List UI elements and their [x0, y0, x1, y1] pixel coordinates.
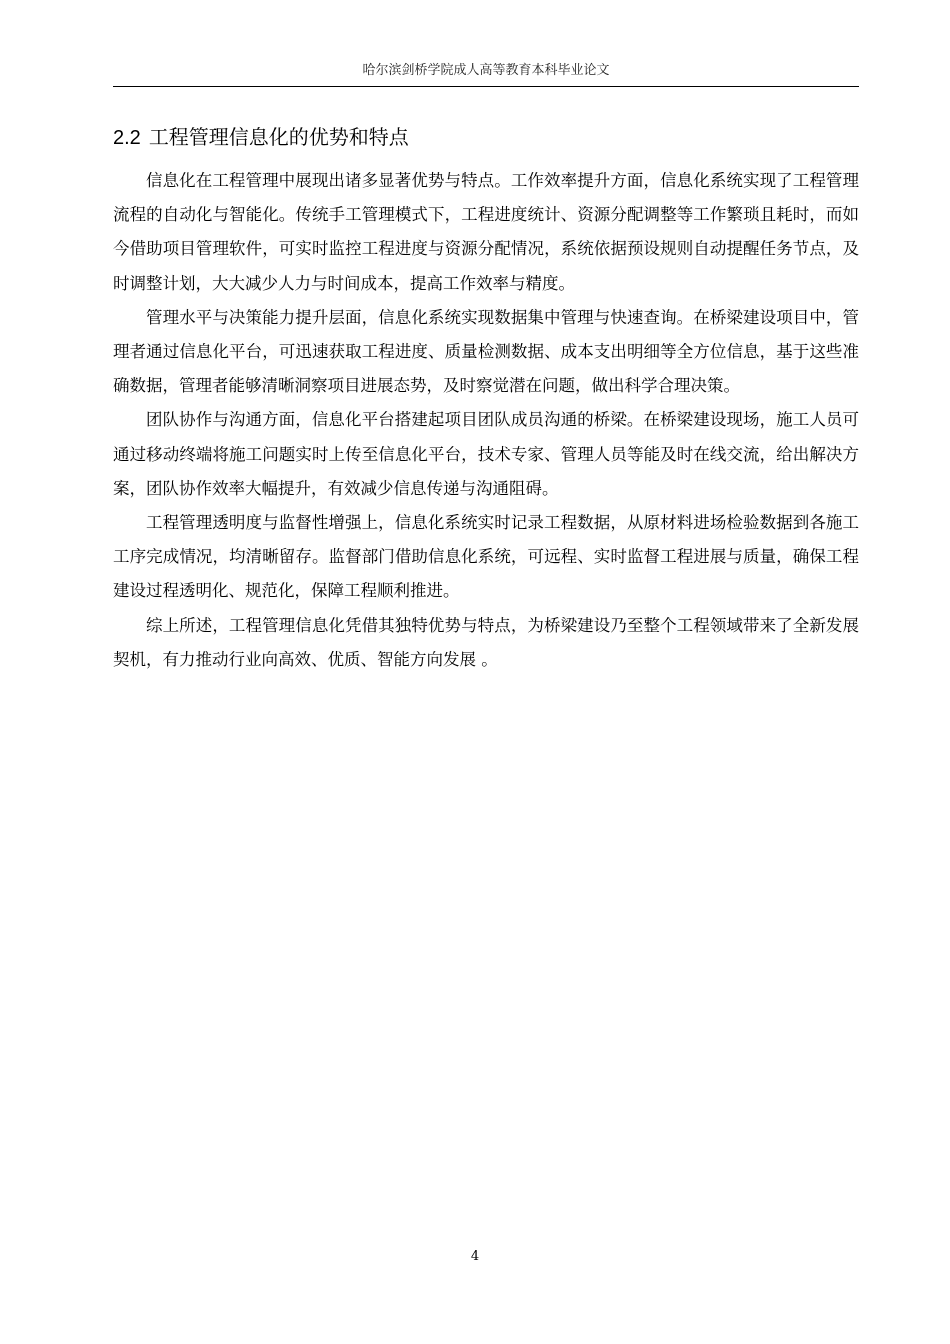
page-number: 4 — [470, 1249, 480, 1264]
header-divider — [113, 86, 859, 87]
paragraph-decision-making: 管理水平与决策能力提升层面，信息化系统实现数据集中管理与快速查询。在桥梁建设项目中，管理者通过信息化平台，可迅速获取工程进度、质量检测数据、成本支出明细等全方位信息，基于这些准确数据，管理者能够清晰洞察项目进展态势，及时察觉潜在问题，做出科学合理决策。 — [113, 307, 859, 396]
paragraph-transparency: 工程管理透明度与监督性增强上，信息化系统实时记录工程数据，从原材料进场检验数据到各施工工序完成情况，均清晰留存。监督部门借助信息化系统，可远程、实时监督工程进展与质量，确保工程建设过程透明化、规范化，保障工程顺利推进。 — [113, 513, 859, 601]
paragraph-conclusion: 综上所述，工程管理信息化凭借其独特优势与特点，为桥梁建设乃至整个工程领域带来了全新发展契机，有力推动行业向高效、优质、智能方向发展 。 — [113, 615, 859, 669]
running-header: 哈尔滨剑桥学院成人高等教育本科毕业论文 — [362, 63, 610, 78]
paragraph-efficiency: 信息化在工程管理中展现出诸多显著优势与特点。工作效率提升方面，信息化系统实现了工程管理流程的自动化与智能化。传统手工管理模式下，工程进度统计、资源分配调整等工作繁琐且耗时，而如今借助项目管理软件，可实时监控工程进度与资源分配情况，系统依据预设规则自动提醒任务节点，及时调整计划，大大减少人力与时间成本，提高工作效率与精度。 — [113, 171, 859, 293]
body-text — [113, 164, 859, 677]
section-number: 2.2 — [113, 127, 141, 149]
paragraph-team-collaboration: 团队协作与沟通方面，信息化平台搭建起项目团队成员沟通的桥梁。在桥梁建设现场，施工人员可通过移动终端将施工问题实时上传至信息化平台，技术专家、管理人员等能及时在线交流，给出解决方案，团队协作效率大幅提升，有效减少信息传递与沟通阻碍。 — [113, 410, 859, 498]
section-title: 工程管理信息化的优势和特点 — [148, 125, 409, 149]
section-heading — [113, 122, 409, 153]
